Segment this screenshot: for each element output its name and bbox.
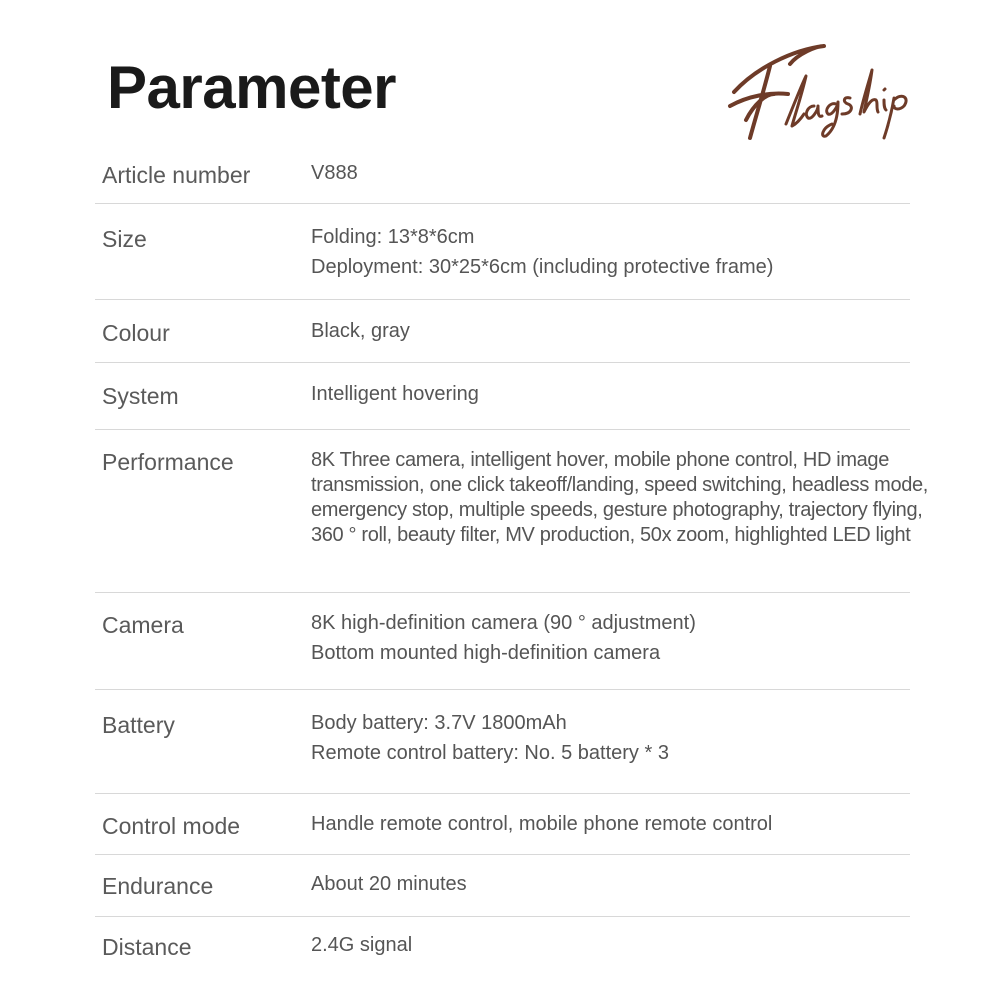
value-line: Remote control battery: No. 5 battery * 3	[311, 742, 669, 764]
row-label-article-number: Article number	[102, 162, 251, 188]
flagship-signature-logo	[722, 40, 912, 144]
value-line: Handle remote control, mobile phone remote control	[311, 813, 773, 835]
value-line: Deployment: 30*25*6cm (including protective frame)	[311, 256, 774, 278]
page-title: Parameter	[107, 54, 397, 121]
value-line: Black, gray	[311, 320, 410, 342]
divider	[95, 854, 910, 855]
row-value-endurance	[311, 869, 467, 899]
row-value-article-number	[311, 158, 358, 188]
row-label-system: System	[102, 383, 179, 409]
row-label-control-mode: Control mode	[102, 813, 241, 839]
value-line: Intelligent hovering	[311, 383, 479, 405]
divider	[95, 793, 910, 794]
row-value-colour	[311, 316, 410, 346]
row-value-battery	[311, 708, 669, 768]
value-line: Bottom mounted high-definition camera	[311, 642, 661, 664]
divider	[95, 362, 910, 363]
row-label-colour: Colour	[102, 320, 170, 346]
divider	[95, 592, 910, 593]
value-line: V888	[311, 162, 358, 184]
divider	[95, 203, 910, 204]
row-value-distance	[311, 930, 412, 960]
divider	[95, 299, 910, 300]
row-value-system	[311, 379, 479, 409]
row-label-battery: Battery	[102, 712, 175, 738]
divider	[95, 916, 910, 917]
divider	[95, 429, 910, 430]
row-label-distance: Distance	[102, 934, 192, 960]
value-line: About 20 minutes	[311, 873, 467, 895]
row-value-camera	[311, 608, 696, 668]
row-label-endurance: Endurance	[102, 873, 214, 899]
value-line: 2.4G signal	[311, 934, 413, 956]
row-value-control-mode	[311, 809, 772, 839]
value-line: Body battery: 3.7V 1800mAh	[311, 712, 567, 734]
row-label-size: Size	[102, 226, 147, 252]
value-line: 8K high-definition camera (90 ° adjustment)	[311, 612, 696, 634]
divider	[95, 689, 910, 690]
value-line: Folding: 13*8*6cm	[311, 226, 475, 248]
row-label-camera: Camera	[102, 612, 184, 638]
row-label-performance: Performance	[102, 449, 234, 475]
row-value-performance: 8K Three camera, intelligent hover, mobile phone control, HD image transmission, one click takeoff/landing, speed switching, headless mode, emergency stop, multiple speeds, gesture photography, trajectory flying, 360 ° roll, beauty filter, MV production, 50x zoom, highlighted LED light	[311, 449, 929, 546]
row-value-size	[311, 222, 773, 282]
